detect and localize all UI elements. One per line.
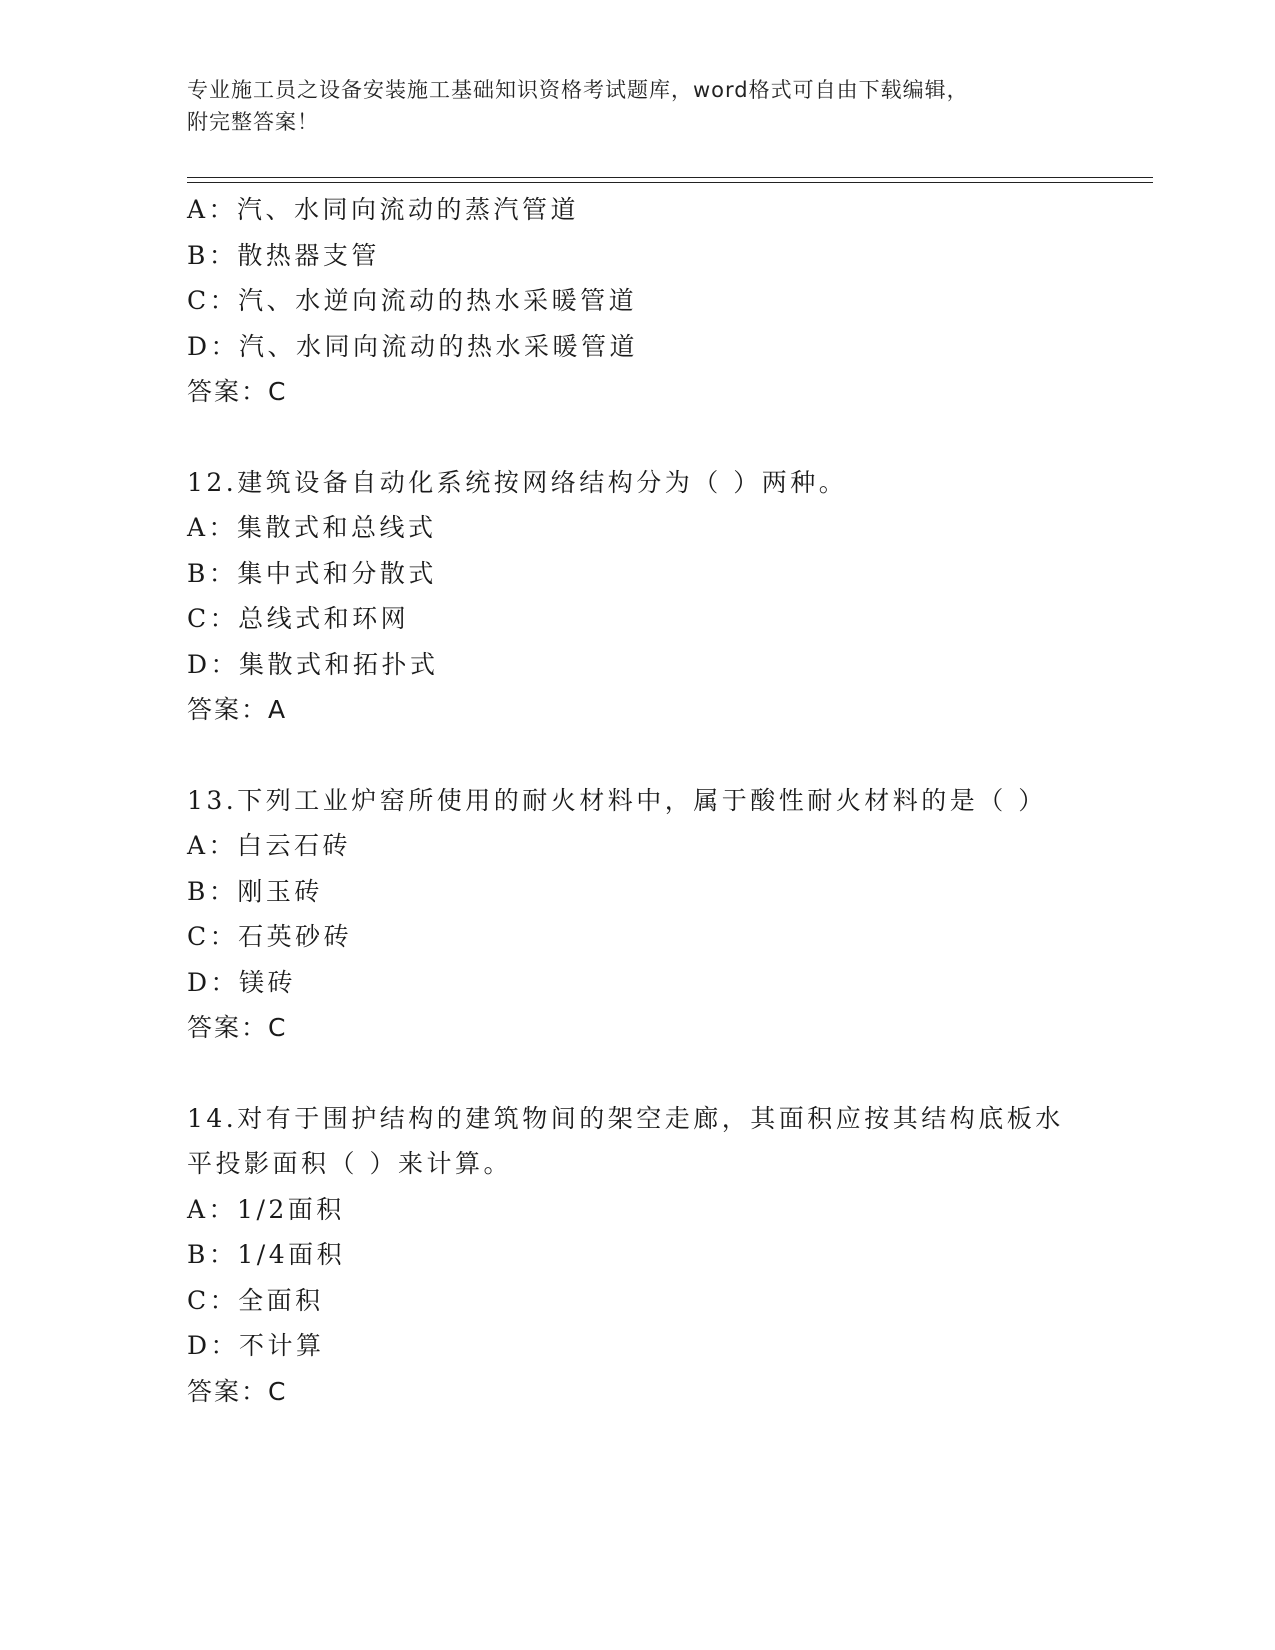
option-d: D：汽、水同向流动的热水采暖管道 xyxy=(187,331,639,361)
option-a: A：白云石砖 xyxy=(187,831,352,860)
question-12 xyxy=(187,460,1087,733)
option-c: C：全面积 xyxy=(187,1285,324,1315)
spacer xyxy=(187,415,1087,460)
answer-line: 答案：C xyxy=(187,1013,288,1042)
option-c: C：石英砂砖 xyxy=(187,922,353,951)
header-divider-top xyxy=(187,177,1153,178)
option-c: C：总线式和环网 xyxy=(187,604,410,633)
option-a: A：汽、水同向流动的蒸汽管道 xyxy=(187,195,580,224)
option-b: B：集中式和分散式 xyxy=(187,558,437,588)
question-list xyxy=(187,187,1087,1414)
option-d: D：集散式和拓扑式 xyxy=(187,649,439,679)
question-13 xyxy=(187,778,1087,1051)
question-stem-line-1: 14.对有于围护结构的建筑物间的架空走廊，其面积应按其结构底板水 xyxy=(187,1103,1064,1133)
option-b: B：1/4面积 xyxy=(187,1240,346,1269)
question-stem-line-2: 平投影面积（ ）来计算。 xyxy=(187,1149,512,1178)
header-title-line-2: 附完整答案！ xyxy=(187,110,319,134)
question-stem: 13.下列工业炉窑所使用的耐火材料中，属于酸性耐火材料的是（ ） xyxy=(187,785,1047,815)
spacer xyxy=(187,1051,1087,1096)
option-b: B：散热器支管 xyxy=(187,240,380,270)
option-a: A：集散式和总线式 xyxy=(187,513,437,542)
header-title-line-1: 专业施工员之设备安装施工基础知识资格考试题库，word格式可自由下载编辑， xyxy=(187,78,969,102)
question-11-continued xyxy=(187,187,1087,415)
header-divider-bottom xyxy=(187,182,1153,183)
option-d: D：镁砖 xyxy=(187,967,297,997)
option-d: D：不计算 xyxy=(187,1331,325,1360)
question-stem: 12.建筑设备自动化系统按网络结构分为（ ）两种。 xyxy=(187,467,848,497)
question-14 xyxy=(187,1096,1087,1415)
document-header xyxy=(187,74,1087,138)
answer-line: 答案：C xyxy=(187,377,288,406)
option-c: C：汽、水逆向流动的热水采暖管道 xyxy=(187,286,638,315)
option-a: A：1/2面积 xyxy=(187,1194,345,1224)
option-b: B：刚玉砖 xyxy=(187,876,323,906)
answer-line: 答案：C xyxy=(187,1376,288,1406)
answer-line: 答案：A xyxy=(187,695,288,724)
spacer xyxy=(187,733,1087,778)
